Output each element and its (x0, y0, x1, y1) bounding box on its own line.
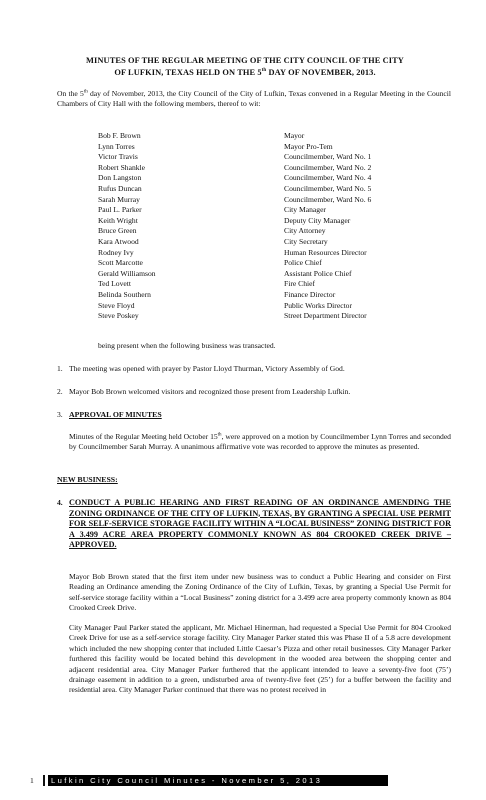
attendee-title: Police Chief (284, 258, 322, 268)
title-line-2-end: DAY OF NOVEMBER, 2013. (266, 68, 376, 77)
attendee-row (98, 142, 398, 153)
attendee-row (98, 258, 398, 269)
attendee-title: Fire Chief (284, 279, 316, 289)
minutes-title-line-1: MINUTES OF THE REGULAR MEETING OF THE CITY COUNCIL OF THE CITY (86, 56, 404, 65)
attendee-title: City Attorney (284, 226, 326, 236)
attendee-name: Bob F. Brown (98, 131, 141, 140)
item-4-paragraph-1: Mayor Bob Brown stated that the first item under new business was to conduct a Public Hearing and consider on First Reading an Ordinance amending the Zoning Ordinance of the City of Lufkin, Texas, by granting a Special Use Permit for self-service storage facility within a “Local Business” zoning district for a 3.499 acre area property commonly known as 804 Crooked Creek Drive. (69, 572, 451, 613)
attendee-row (98, 184, 398, 195)
attendee-row (98, 131, 398, 142)
attendee-row (98, 152, 398, 163)
attendee-name: Steve Floyd (98, 300, 135, 310)
attendee-row (98, 237, 398, 248)
minutes-title-line-2 (40, 67, 450, 79)
attendee-name: Ted Lovett (98, 279, 131, 289)
item-4-paragraph-2: City Manager Paul Parker stated the applicant, Mr. Michael Hinerman, had requested a Special Use Permit for 804 Crooked Creek Drive for use as a self-service storage facility. City Manager Parker stated this was Phase II of a 5.8 acre development which included the new shopping center that included Little Caesar’s Pizza and other retail businesses. City Manager Parker furthered this facility would be located behind this development in the wooded area between the shopping center and adjacent residential area. City Manager Parker furthered that the applicant intended to leave a seventy-five foot (75’) drainage easement in addition to a green, undisturbed area of twenty-five feet (25’) for a buffer between the facility and residential area. City Manager Parker continued that there was no protest received in (69, 623, 451, 695)
attendee-title: Councilmember, Ward No. 4 (284, 173, 372, 183)
being-present-text: being present when the following business was transacted. (98, 341, 276, 350)
attendee-name: Rufus Duncan (98, 184, 142, 193)
title-line-2-text: OF LUFKIN, TEXAS HELD ON THE 5 (114, 68, 262, 77)
attendee-title: Assistant Police Chief (284, 268, 352, 278)
attendee-row (98, 248, 398, 259)
intro-sup: th (83, 89, 88, 95)
new-business-heading: NEW BUSINESS: (57, 475, 118, 484)
attendee-title: Councilmember, Ward No. 6 (284, 194, 372, 204)
item-4-number: 4. (57, 498, 63, 507)
attendee-name: Don Langston (98, 173, 142, 183)
approval-of-minutes-heading: APPROVAL OF MINUTES (69, 410, 162, 419)
item-3-sup: th (217, 432, 222, 438)
attendee-name: Paul L. Parker (98, 205, 142, 215)
attendee-row (98, 269, 398, 280)
attendee-title: Finance Director (284, 290, 336, 299)
attendee-row (98, 173, 398, 184)
page-footer (30, 775, 450, 786)
item-3-text-end: , were approved on a motion by Councilmember Lynn Torres and seconded by Councilmember Sarah Murray. A unanimous affirmative vote was recorded to approve the minutes as presented. (69, 432, 451, 452)
attendee-title: Mayor (284, 131, 305, 140)
attendee-row (98, 311, 398, 322)
attendee-title: Councilmember, Ward No. 2 (284, 162, 372, 172)
page-number: 1 (30, 776, 34, 785)
attendee-name: Kara Atwood (98, 237, 139, 246)
attendee-title: Deputy City Manager (284, 215, 351, 225)
intro-paragraph (57, 89, 451, 110)
attendee-row (98, 205, 398, 216)
attendee-row (98, 195, 398, 206)
footer-running-title: Lufkin City Council Minutes - November 5, 2013 (48, 775, 388, 786)
item-3-text: Minutes of the Regular Meeting held October 15 (69, 432, 218, 441)
item-1-text: The meeting was opened with prayer by Pastor Lloyd Thurman, Victory Assembly of God. (69, 364, 345, 373)
attendee-name: Victor Travis (98, 152, 138, 162)
attendee-title: City Secretary (284, 237, 328, 246)
item-2-text: Mayor Bob Brown welcomed visitors and recognized those present from Leadership Lufkin. (69, 387, 351, 396)
intro-text: On the 5 (57, 89, 84, 98)
attendee-name: Robert Shankle (98, 162, 146, 172)
attendee-name: Bruce Green (98, 226, 137, 236)
attendee-title: Human Resources Director (284, 247, 367, 257)
attendee-name: Gerald Williamson (98, 268, 156, 278)
title-line-2-sup: th (261, 68, 267, 74)
attendee-title: Councilmember, Ward No. 5 (284, 184, 372, 193)
intro-text-end: day of November, 2013, the City Council of the City of Lufkin, Texas convened in a Regular Meeting in the Council Chambers of City Hall with the following members, thereof to wit: (57, 89, 452, 109)
item-3-paragraph (69, 432, 451, 453)
attendee-name: Belinda Southern (98, 290, 151, 299)
attendee-row (98, 216, 398, 227)
attendee-name: Keith Wright (98, 215, 138, 225)
attendee-title: Mayor Pro-Tem (284, 141, 333, 151)
attendee-row (98, 290, 398, 301)
attendee-name: Lynn Torres (98, 141, 135, 151)
item-3-number: 3. (57, 410, 63, 419)
attendee-row (98, 301, 398, 312)
attendee-name: Scott Marcotte (98, 258, 143, 268)
attendee-name: Steve Poskey (98, 311, 139, 321)
item-4-heading: CONDUCT A PUBLIC HEARING AND FIRST READING OF AN ORDINANCE AMENDING THE ZONING ORDINANCE OF THE CITY OF LUFKIN, TEXAS, BY GRANTING A SPECIAL USE PERMIT FOR SELF-SERVICE STORAGE FACILITY WITHIN A “LOCAL BUSINESS” ZONING DISTRICT FOR A 3.499 ACRE AREA PROPERTY COMMONLY KNOWN AS 804 CROOKED CREEK DRIVE – APPROVED. (69, 498, 451, 550)
attendee-name: Sarah Murray (98, 194, 140, 204)
footer-divider (43, 775, 45, 786)
attendee-row (98, 279, 398, 290)
attendee-row (98, 163, 398, 174)
attendee-title: Street Department Director (284, 311, 367, 321)
item-2-number: 2. (57, 387, 63, 396)
attendee-title: Councilmember, Ward No. 1 (284, 152, 372, 162)
attendee-name: Rodney Ivy (98, 247, 134, 257)
attendee-title: Public Works Director (284, 300, 353, 310)
attendee-row (98, 226, 398, 237)
attendee-title: City Manager (284, 205, 326, 215)
item-1-number: 1. (57, 364, 63, 373)
